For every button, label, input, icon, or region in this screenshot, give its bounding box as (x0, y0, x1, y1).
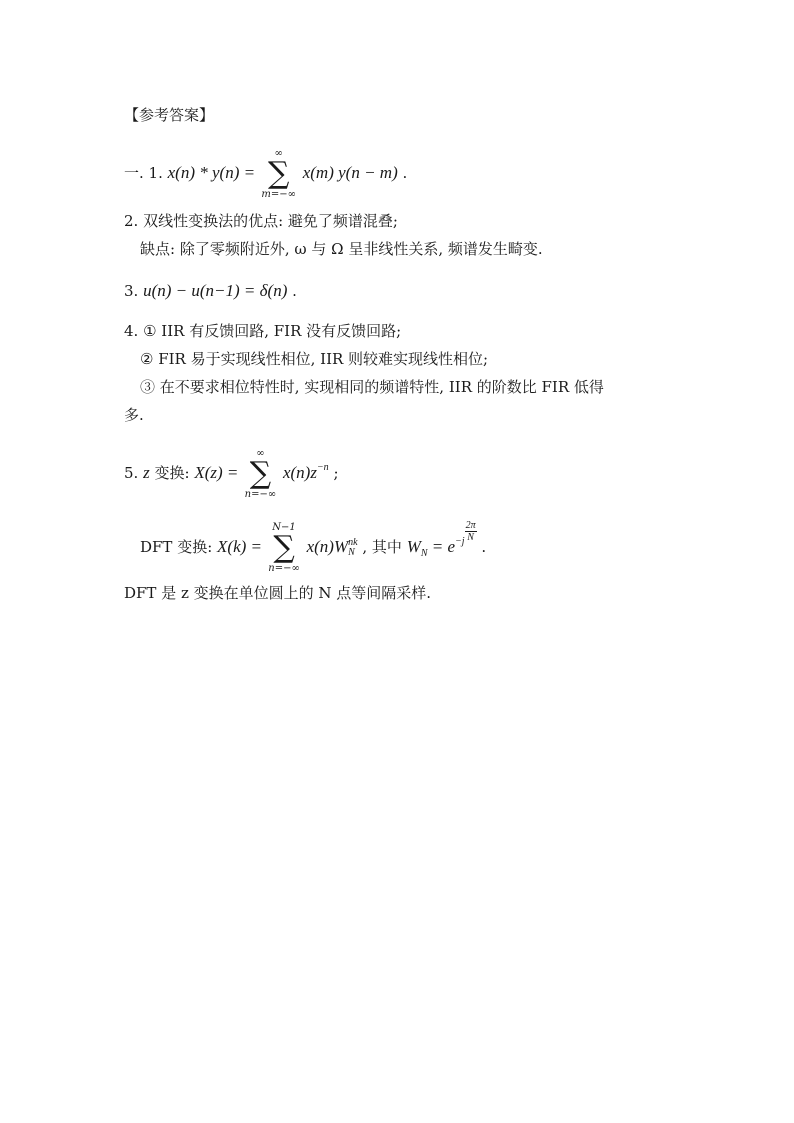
answer-5-z-end: ; (333, 464, 339, 482)
answer-5-dft-rhs: x(n)W (306, 537, 349, 556)
answer-5-dft-lhs: X(k) = (217, 537, 267, 556)
answer-1-sum-upper: ∞ (274, 148, 283, 159)
answer-5-z-lhs: X(z) = (194, 463, 243, 482)
answer-5-exp-prefix: −j (455, 536, 465, 547)
answer-2-line-1: 2. 双线性变换法的优点: 避免了频谱混叠; (124, 212, 398, 230)
answer-conclusion: DFT 是 z 变换在单位圆上的 N 点等间隔采样. (124, 584, 432, 602)
answer-5-z-exponent: −n (316, 462, 329, 473)
answer-4-line-4: 多. (124, 406, 144, 424)
answer-4-line-3: ③ 在不要求相位特性时, 实现相同的频谱特性, IIR 的阶数比 FIR 低得 (140, 378, 604, 396)
answer-5-dft-sum-upper: N−1 (272, 522, 296, 533)
answer-5-dft-mid: , 其中 (362, 538, 402, 556)
sigma-symbol: ∑ (273, 530, 295, 565)
answer-3 (124, 282, 297, 299)
answer-3-label: 3. (124, 282, 139, 300)
answer-5-label: 5. (124, 464, 139, 482)
answer-5-z-sum-upper: ∞ (256, 448, 265, 459)
answer-1-end: . (402, 164, 408, 182)
answer-5-z-transform (124, 448, 339, 500)
answer-5-dft-end: . (481, 538, 487, 556)
z-variable: z (143, 463, 150, 482)
answer-3-expr: u(n) − u(n−1) = δ(n) (143, 281, 288, 300)
answer-5-exp-den: N (467, 532, 474, 543)
answer-4-line-2: ② FIR 易于实现线性相位, IIR 则较难实现线性相位; (140, 350, 489, 368)
answer-5-dft-summation (268, 522, 300, 574)
answer-1-summation (261, 148, 296, 200)
answer-4-line-1: 4. ① IIR 有反馈回路, FIR 没有反馈回路; (124, 322, 402, 340)
answer-5-dft (140, 520, 486, 574)
answer-1-label: 一. 1. (124, 164, 163, 182)
answer-5-z-sum-lower: n=−∞ (244, 489, 277, 500)
answer-5-wn: W (406, 537, 421, 556)
answer-1-lhs: x(n) * y(n) = (167, 163, 260, 182)
sigma-symbol: ∑ (267, 156, 290, 191)
answer-5-exp-num: 2π (465, 520, 476, 531)
answer-5-wn-eq: = e (427, 537, 456, 556)
answer-heading: 【参考答案】 (124, 106, 215, 124)
answer-1-sum-lower: m=−∞ (261, 189, 296, 200)
answer-1 (124, 148, 407, 200)
answer-5-dft-w-scripts (348, 538, 357, 558)
answer-5-z-summation (245, 448, 277, 500)
answer-5-wn-sub: N (420, 548, 428, 559)
answer-2-line-2: 缺点: 除了零频附近外, ω 与 Ω 呈非线性关系, 频谱发生畸变. (140, 240, 543, 258)
answer-5-dft-w-sub: N (348, 547, 355, 558)
answer-3-end: . (292, 282, 297, 300)
answer-5-exp-fraction (465, 520, 477, 543)
answer-1-rhs: x(m) y(n − m) (302, 163, 398, 182)
answer-5-dft-w-sup: nk (348, 537, 358, 548)
answer-5-dft-label: DFT 变换: (140, 538, 213, 556)
sigma-symbol: ∑ (249, 456, 272, 491)
answer-5-z-label: 变换: (154, 464, 190, 482)
answer-5-dft-sum-lower: n=−∞ (268, 563, 300, 574)
answer-5-z-rhs: x(n)z (282, 463, 317, 482)
